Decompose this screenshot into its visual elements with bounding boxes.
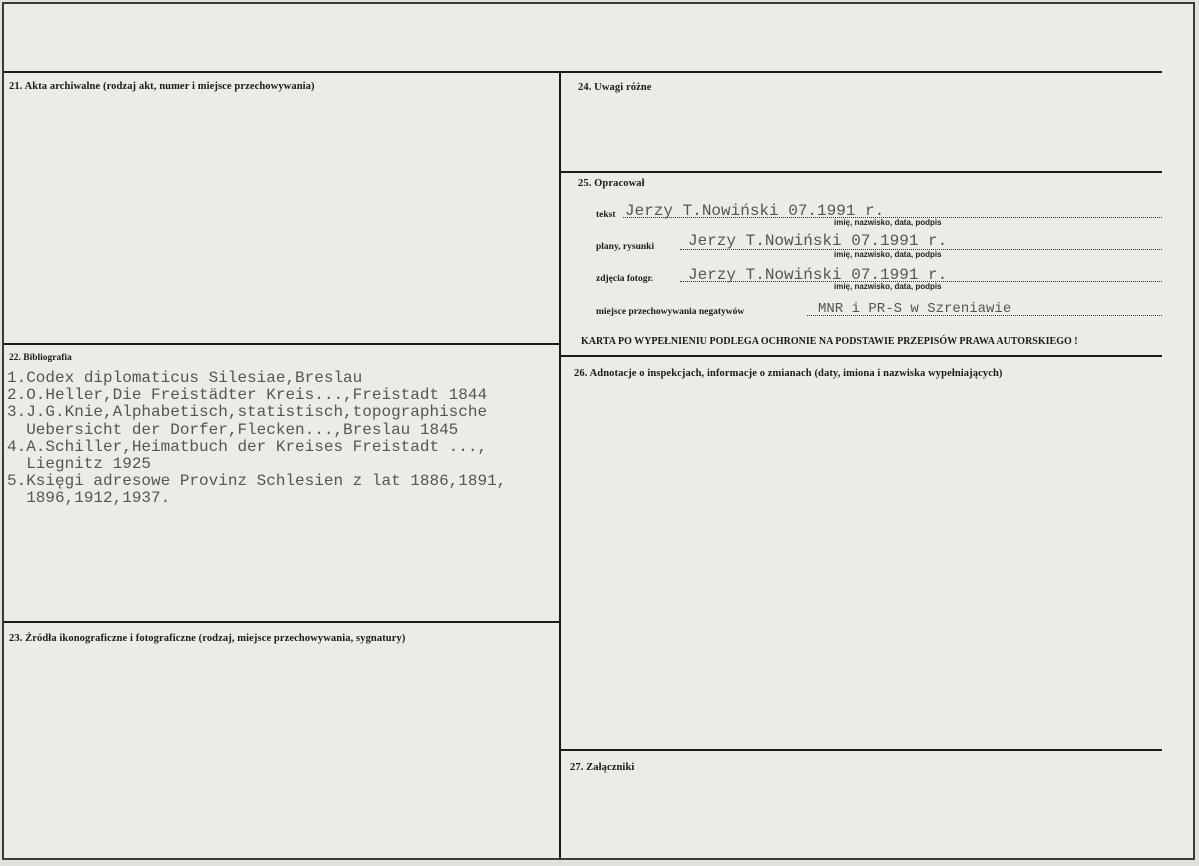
drawings-author-label: plany, rysunki	[596, 242, 655, 252]
rule-21-22	[4, 343, 561, 345]
bibliography-entry: 5.Księgi adresowe Provinz Schlesien z lat 1886,1891,	[7, 472, 507, 491]
rule-22-23	[4, 621, 561, 623]
bibliography-entry: 1.Codex diplomaticus Silesiae,Breslau	[7, 369, 363, 387]
rule-24-25	[561, 171, 1162, 173]
section-23-label: 23. Źródła ikonograficzne i fotograficzne (rodzaj, miejsce przechowywania, sygnatury)	[9, 633, 406, 644]
bibliography-entry: 2.O.Heller,Die Freistädter Kreis...,Freistadt 1844	[7, 386, 488, 405]
photos-author-label: zdjęcia fotogr.	[596, 274, 654, 284]
center-divider	[559, 71, 561, 860]
section-25-label: 25. Opracował	[578, 178, 645, 189]
copyright-warning: KARTA PO WYPEŁNIENIU PODLEGA OCHRONIE NA PODSTAWIE PRZEPISÓW PRAWA AUTORSKIEGO !	[581, 336, 1078, 347]
bibliography-entry: 4.A.Schiller,Heimatbuch der Kreises Freistadt ...,	[7, 437, 488, 456]
negatives-location-value: MNR i PR-S w Szreniawie	[818, 301, 1012, 317]
text-author-value: Jerzy T.Nowiński 07.1991 r.	[625, 202, 885, 220]
section-24-label: 24. Uwagi różne	[578, 82, 652, 93]
negatives-location-label: miejsce przechowywania negatywów	[596, 307, 745, 317]
section-27-label: 27. Załączniki	[570, 762, 635, 773]
bibliography-entry: 3.J.G.Knie,Alphabetisch,statistisch,topographische	[7, 403, 488, 422]
text-author-hint: imię, nazwisko, data, podpis	[834, 218, 942, 227]
bibliography-list	[7, 370, 506, 508]
bibliography-entry: Uebersicht der Dorfer,Flecken...,Breslau 1845	[7, 420, 459, 439]
drawings-author-hint: imię, nazwisko, data, podpis	[834, 250, 942, 259]
section-22-label: 22. Bibliografia	[9, 353, 72, 363]
section-21-label: 21. Akta archiwalne (rodzaj akt, numer i miejsce przechowywania)	[9, 81, 315, 92]
drawings-author-value: Jerzy T.Nowiński 07.1991 r.	[688, 232, 948, 250]
text-author-label: tekst	[596, 210, 616, 220]
bibliography-entry: Liegnitz 1925	[7, 455, 152, 474]
rule-25-26	[561, 355, 1162, 357]
section-26-label: 26. Adnotacje o inspekcjach, informacje o zmianach (daty, imiona i nazwiska wypełniających)	[574, 368, 1003, 379]
top-rule	[4, 71, 1162, 73]
photos-author-value: Jerzy T.Nowiński 07.1991 r.	[688, 266, 948, 284]
rule-26-27	[559, 749, 1162, 751]
photos-author-hint: imię, nazwisko, data, podpis	[834, 282, 942, 291]
bibliography-entry: 1896,1912,1937.	[7, 489, 171, 508]
record-card	[2, 2, 1195, 860]
